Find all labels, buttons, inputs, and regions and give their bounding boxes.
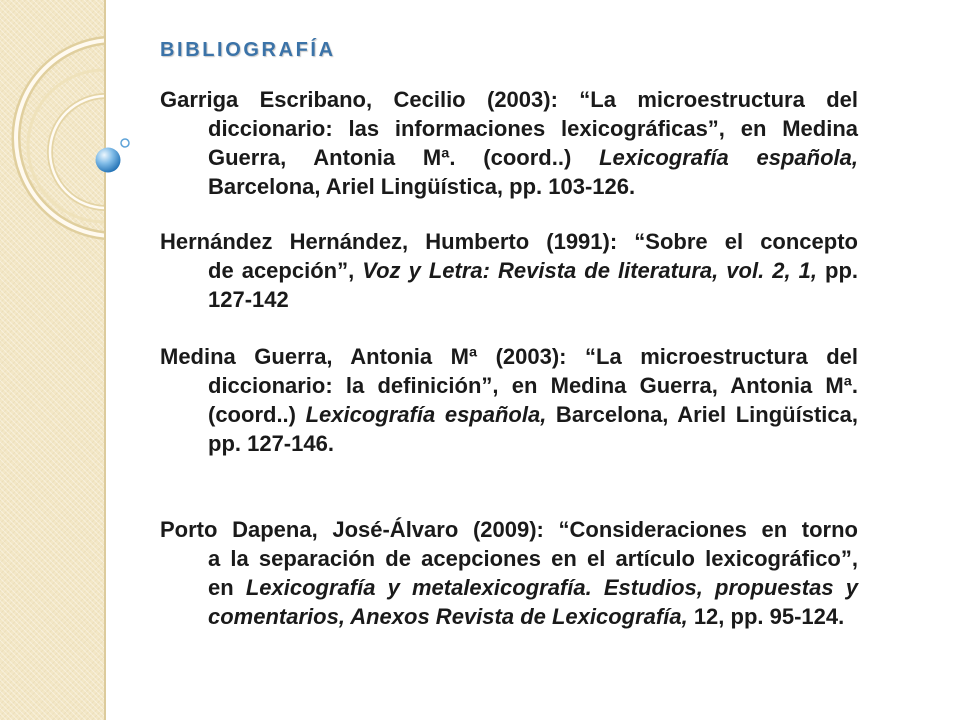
- entry-text: 12, pp. 95-124.: [687, 604, 845, 629]
- entry-source-title: Lexicografía y metalexicografía. Estudios, propuestas y: [245, 575, 858, 600]
- entry-line: [208, 172, 858, 201]
- small-ring-decoration: [121, 139, 129, 147]
- slide-title: BIBLIOGRAFÍA: [160, 39, 336, 61]
- decorative-arc-inner-shadow: [50, 96, 140, 208]
- bibliography-entry: [160, 85, 858, 201]
- entry-text: Medina Guerra, Antonia Mª (2003): “La microestructura del: [160, 344, 858, 369]
- entry-text: diccionario: las informaciones lexicográficas”, en Medina: [208, 116, 858, 141]
- entry-line: [160, 85, 858, 114]
- entry-text: en: [208, 575, 246, 600]
- entry-line: [208, 285, 858, 314]
- entry-line: [160, 515, 858, 544]
- bibliography-entry: [160, 342, 858, 458]
- decorative-arc-outer: [16, 40, 140, 236]
- entry-text: Garriga Escribano, Cecilio (2003): “La microestructura del: [160, 87, 858, 112]
- entry-line: [208, 544, 858, 573]
- bibliography-entry: [160, 227, 858, 314]
- entry-line: [208, 400, 858, 429]
- entry-line: [208, 114, 858, 143]
- blue-orb-decoration: [96, 148, 121, 173]
- entry-text: Barcelona, Ariel Lingüística, pp. 103-126.: [208, 174, 636, 199]
- entry-line: [208, 429, 858, 458]
- entry-line: [208, 602, 858, 631]
- entry-text: Guerra, Antonia Mª. (coord..): [208, 145, 600, 170]
- entry-source-title: Lexicografía española,: [305, 402, 547, 427]
- decorative-circles: [0, 0, 140, 330]
- entry-line: [208, 256, 858, 285]
- entry-line: [208, 143, 858, 172]
- entry-line: [208, 573, 858, 602]
- entry-line: [208, 371, 858, 400]
- entry-text: Barcelona, Ariel Lingüística,: [546, 402, 858, 427]
- entry-text: (coord..): [208, 402, 306, 427]
- bibliography-entry: [160, 515, 858, 631]
- entry-text: pp.: [816, 258, 858, 283]
- entry-text: pp. 127-146.: [208, 431, 334, 456]
- decorative-arcs: [16, 40, 140, 236]
- entry-text: Porto Dapena, José-Álvaro (2009): “Consideraciones en torno: [160, 517, 858, 542]
- entry-line: [160, 342, 858, 371]
- entry-text: a la separación de acepciones en el artículo lexicográfico”,: [208, 546, 858, 571]
- entry-source-title: Voz y Letra: Revista de literatura, vol. 2, 1,: [362, 258, 817, 283]
- entry-text: diccionario: la definición”, en Medina Guerra, Antonia Mª.: [208, 373, 858, 398]
- decorative-arc-outer-shadow: [16, 40, 140, 236]
- entry-text: Hernández Hernández, Humberto (1991): “Sobre el concepto: [160, 229, 858, 254]
- entry-text: 127-142: [208, 287, 289, 312]
- entry-source-title: comentarios, Anexos Revista de Lexicografía,: [208, 604, 688, 629]
- entry-source-title: Lexicografía española,: [599, 145, 858, 170]
- entry-text: de acepción”,: [208, 258, 363, 283]
- entry-line: [160, 227, 858, 256]
